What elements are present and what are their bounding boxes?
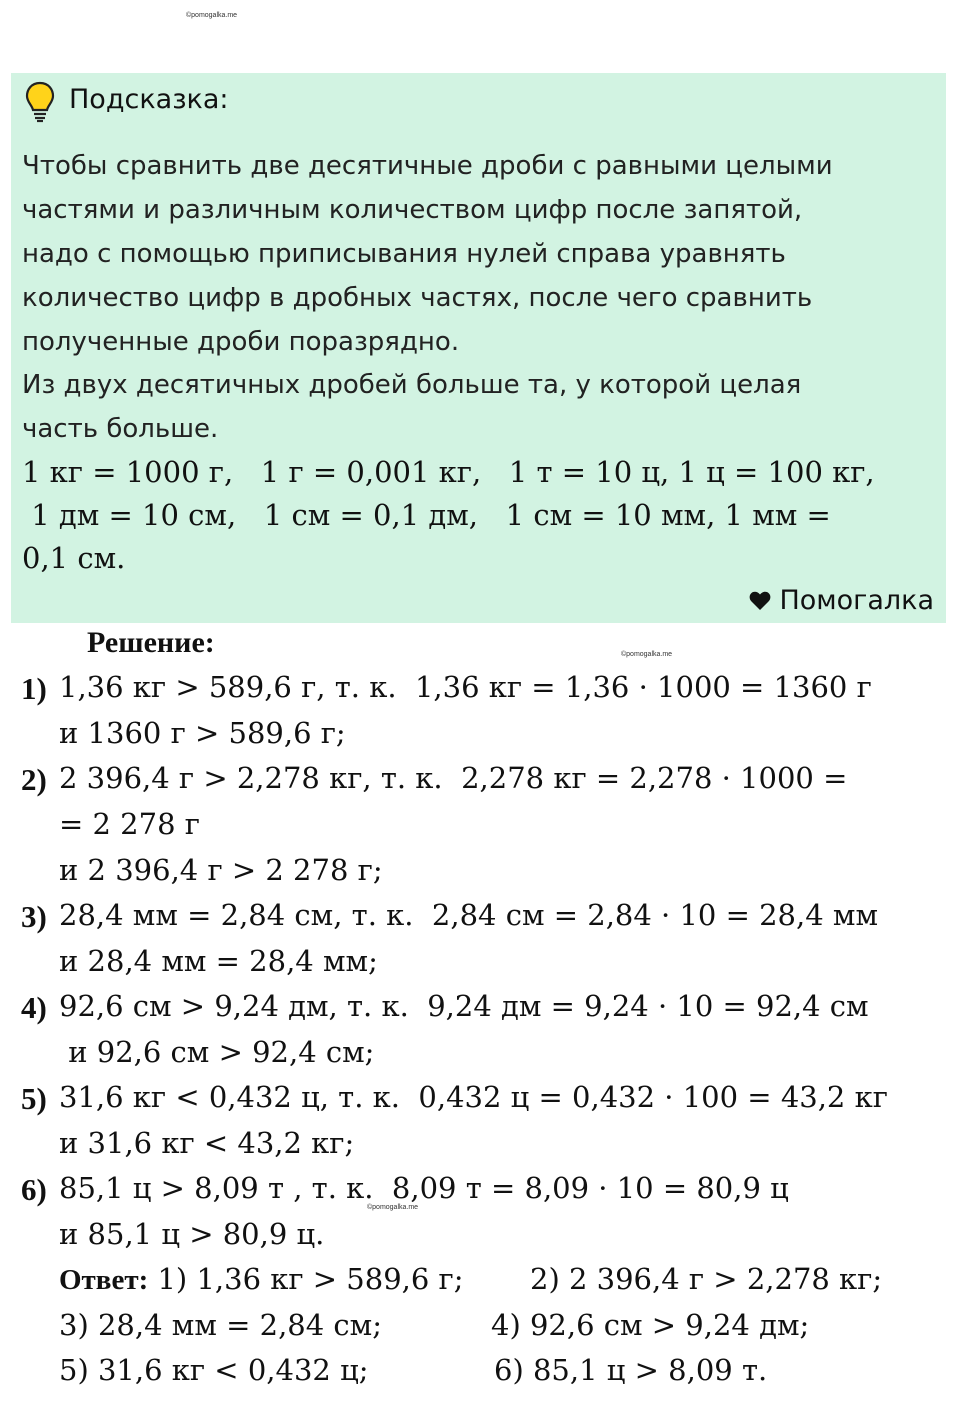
hint-text-line: частями и различным количеством цифр после запятой, bbox=[22, 195, 803, 225]
item-number: 6) bbox=[21, 1172, 47, 1207]
item-number: 5) bbox=[21, 1081, 47, 1116]
hint-text-line: количество цифр в дробных частях, после чего сравнить bbox=[22, 283, 813, 313]
unit-formula-line: 1 кг = 1000 г, 1 г = 0,001 кг, 1 т = 10 ц, 1 ц = 100 кг, bbox=[22, 455, 875, 489]
solution-line: 31,6 кг < 0,432 ц, т. к. 0,432 ц = 0,432 · 100 = 43,2 кг bbox=[59, 1080, 888, 1114]
solution-line: 92,6 см > 9,24 дм, т. к. 9,24 дм = 9,24 · 10 = 92,4 см bbox=[59, 989, 869, 1023]
brand-name: Помогалка bbox=[779, 585, 934, 616]
hint-text-line: Чтобы сравнить две десятичные дроби с равными целыми bbox=[22, 151, 833, 181]
hint-box bbox=[11, 73, 946, 623]
answer-part: 2) 2 396,4 г > 2,278 кг; bbox=[530, 1262, 883, 1296]
solution-line: 2 396,4 г > 2,278 кг, т. к. 2,278 кг = 2,278 · 1000 = bbox=[59, 761, 848, 795]
hint-title: Подсказка: bbox=[69, 84, 229, 115]
watermark-top: ©pomogalka.me bbox=[186, 12, 238, 19]
answer-part: 1) 1,36 кг > 589,6 г; bbox=[148, 1262, 464, 1296]
answer-part: 6) 85,1 ц > 8,09 т. bbox=[494, 1353, 768, 1387]
solution-title: Решение: bbox=[87, 626, 215, 659]
answer-part: 5) 31,6 кг < 0,432 ц; bbox=[59, 1353, 369, 1387]
answer-part: 4) 92,6 см > 9,24 дм; bbox=[491, 1308, 810, 1342]
solution-line: и 28,4 мм = 28,4 мм; bbox=[59, 944, 378, 978]
solution-line: = 2 278 г bbox=[59, 807, 200, 841]
solution-line: и 2 396,4 г > 2 278 г; bbox=[59, 853, 383, 887]
answer-label: Ответ: bbox=[59, 1264, 149, 1296]
item-number: 1) bbox=[21, 671, 47, 706]
solution-line: 28,4 мм = 2,84 см, т. к. 2,84 см = 2,84 · 10 = 28,4 мм bbox=[59, 898, 879, 932]
unit-formula-line: 1 дм = 10 см, 1 см = 0,1 дм, 1 см = 10 мм, 1 мм = bbox=[22, 498, 831, 532]
hint-text-line: Из двух десятичных дробей больше та, у которой целая bbox=[22, 370, 802, 400]
hint-text-line: надо с помощью приписывания нулей справа уравнять bbox=[22, 239, 786, 269]
watermark-middle: ©pomogalka.me bbox=[621, 651, 673, 658]
hint-text-line: полученные дроби поразрядно. bbox=[22, 327, 460, 357]
heart-icon bbox=[749, 591, 771, 611]
brand-label bbox=[749, 585, 934, 616]
solution-line: 85,1 ц > 8,09 т , т. к. 8,09 т = 8,09 · 10 = 80,9 ц bbox=[59, 1171, 789, 1205]
watermark-bottom: ©pomogalka.me bbox=[367, 1204, 419, 1211]
item-number: 3) bbox=[21, 899, 47, 934]
solution-line: и 31,6 кг < 43,2 кг; bbox=[59, 1126, 355, 1160]
solution-line: и 1360 г > 589,6 г; bbox=[59, 716, 346, 750]
hint-text-line: часть больше. bbox=[22, 414, 219, 444]
answer-part: 3) 28,4 мм = 2,84 см; bbox=[59, 1308, 382, 1342]
unit-formula-line: 0,1 см. bbox=[22, 541, 126, 575]
solution-line: 1,36 кг > 589,6 г, т. к. 1,36 кг = 1,36 · 1000 = 1360 г bbox=[59, 670, 872, 704]
solution-line: и 85,1 ц > 80,9 ц. bbox=[59, 1217, 325, 1251]
solution-line: и 92,6 см > 92,4 см; bbox=[59, 1035, 375, 1069]
answer-line bbox=[59, 1262, 464, 1297]
lightbulb-icon bbox=[24, 81, 56, 123]
item-number: 2) bbox=[21, 762, 47, 797]
item-number: 4) bbox=[21, 990, 47, 1025]
